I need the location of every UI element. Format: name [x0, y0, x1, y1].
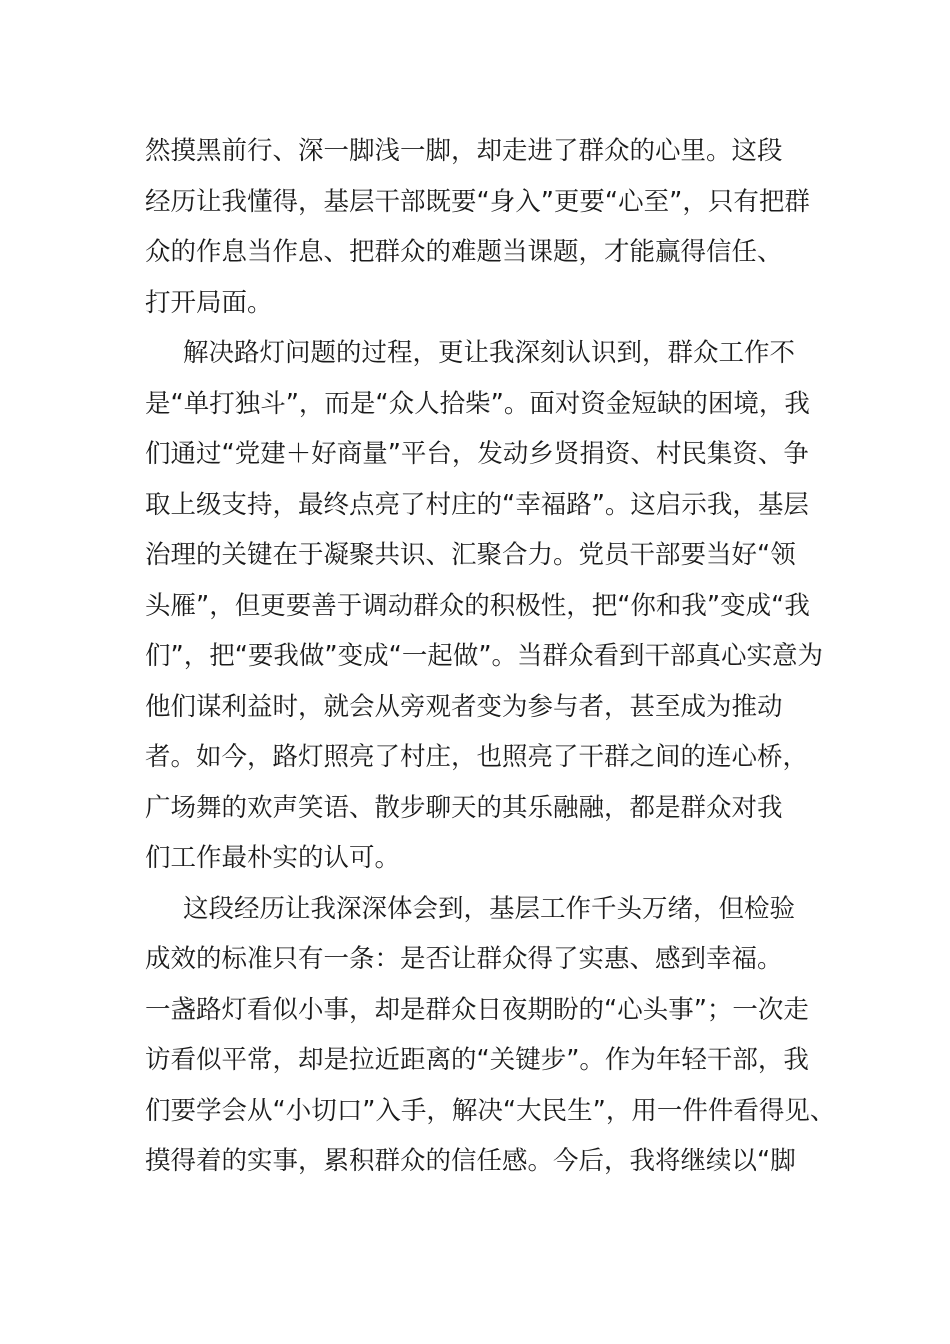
text-line: 者。如今，路灯照亮了村庄，也照亮了干群之间的连心桥，	[145, 742, 809, 772]
text-line: 解决路灯问题的过程，更让我深刻认识到，群众工作不	[183, 338, 796, 368]
document-body	[145, 126, 845, 1187]
text-line: 们通过“党建＋好商量”平台，发动乡贤捐资、村民集资、争	[145, 439, 809, 469]
text-line: 访看似平常，却是拉近距离的“关键步”。作为年轻干部，我	[145, 1045, 809, 1075]
text-line: 他们谋利益时，就会从旁观者变为参与者，甚至成为推动	[145, 691, 783, 722]
text-line: 一盏路灯看似小事，却是群众日夜期盼的“心头事”；一次走	[145, 994, 809, 1025]
text-line: 打开局面。	[145, 287, 273, 318]
text-line: 是“单打独斗”，而是“众人拾柴”。面对资金短缺的困境，我	[145, 388, 810, 419]
text-line: 摸得着的实事，累积群众的信任感。今后，我将继续以“脚	[145, 1146, 796, 1176]
text-line: 经历让我懂得，基层干部既要“身入”更要“心至”，只有把群	[145, 186, 810, 217]
text-line: 们”，把“要我做”变成“一起做”。当群众看到干部真心实意为	[145, 641, 824, 671]
text-line: 取上级支持，最终点亮了村庄的“幸福路”。这启示我，基层	[145, 489, 809, 520]
text-line: 众的作息当作息、把群众的难题当课题，才能赢得信任、	[145, 237, 783, 267]
text-line: 头雁”，但更要善于调动群众的积极性，把“你和我”变成“我	[145, 590, 810, 621]
text-line: 们工作最朴实的认可。	[145, 843, 401, 873]
text-line: 们要学会从“小切口”入手，解决“大民生”，用一件件看得见、	[145, 1095, 836, 1126]
text-line: 治理的关键在于凝聚共识、汇聚合力。党员干部要当好“领	[145, 540, 796, 570]
text-line: 这段经历让我深深体会到，基层工作千头万绪，但检验	[183, 893, 796, 924]
text-line: 广场舞的欢声笑语、散步聊天的其乐融融，都是群众对我	[145, 792, 783, 823]
text-line: 然摸黑前行、深一脚浅一脚，却走进了群众的心里。这段	[145, 136, 783, 166]
text-line: 成效的标准只有一条：是否让群众得了实惠、感到幸福。	[145, 944, 783, 974]
